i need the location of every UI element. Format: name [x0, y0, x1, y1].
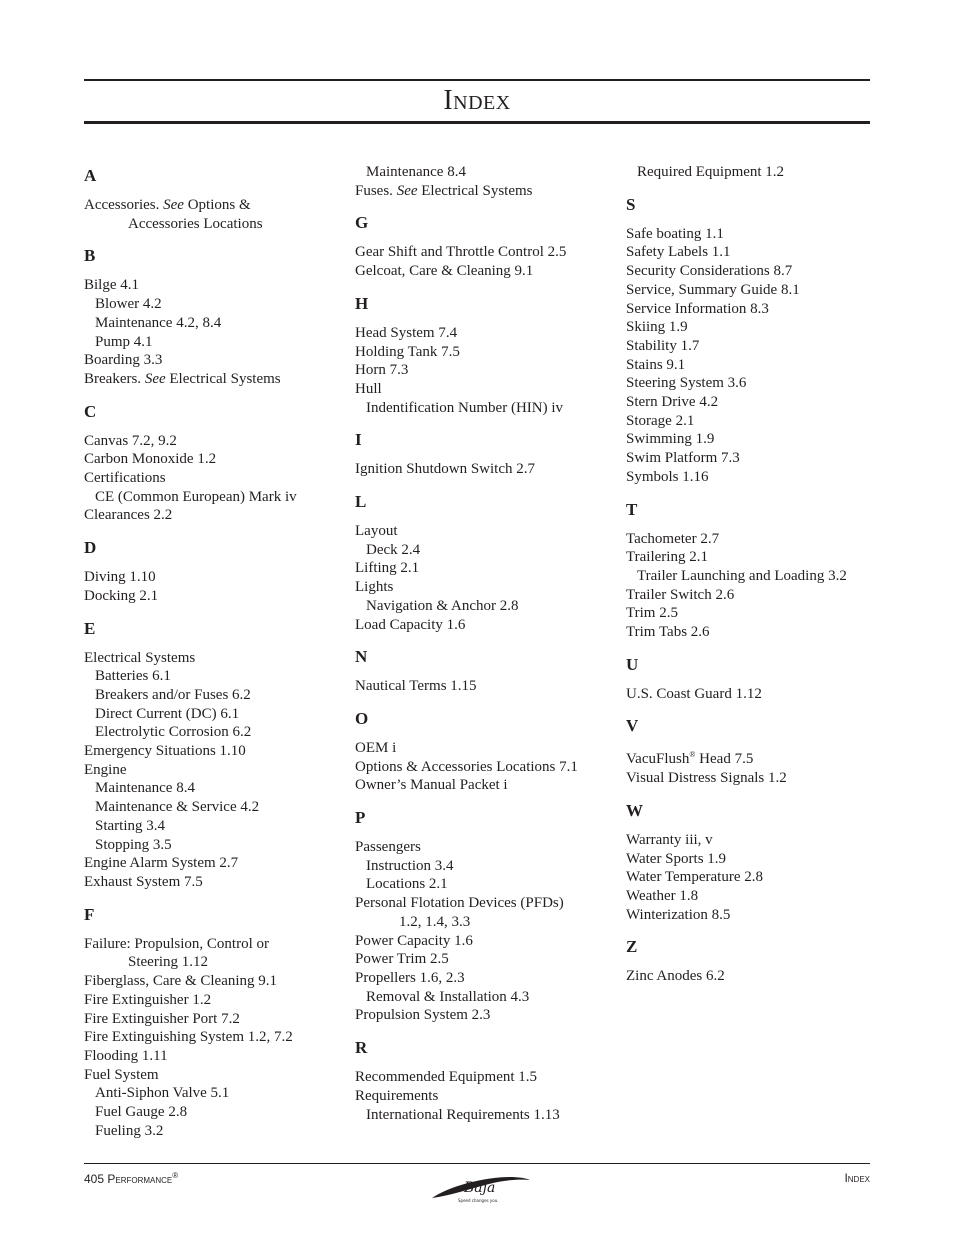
index-entry: Power Capacity 1.6 — [355, 932, 473, 949]
index-entry: Service, Summary Guide 8.1 — [626, 281, 800, 298]
entry-reference: Options & — [183, 197, 251, 213]
index-entry: Options & Accessories Locations 7.1 — [355, 758, 578, 775]
index-subentry: Fueling 3.2 — [95, 1122, 164, 1139]
index-entry: U.S. Coast Guard 1.12 — [626, 685, 762, 702]
index-entry-continuation — [84, 215, 344, 234]
see-reference: See — [144, 370, 166, 387]
index-entry: Nautical Terms 1.15 — [355, 678, 477, 695]
index-entry: Docking 2.1 — [84, 587, 159, 604]
index-entry: Propulsion System 2.3 — [355, 1007, 491, 1024]
index-entry: Winterization 8.5 — [626, 906, 731, 923]
index-entry: Stains 9.1 — [626, 356, 686, 373]
index-entry: Gear Shift and Throttle Control 2.5 — [355, 244, 567, 261]
section-letter-g: G — [355, 213, 369, 233]
index-entry: Water Temperature 2.8 — [626, 869, 763, 886]
index-entry: Horn 7.3 — [355, 362, 409, 379]
footer-registered-mark: ® — [172, 1171, 179, 1180]
index-entry: Head System 7.4 — [355, 324, 458, 341]
index-entry — [355, 182, 615, 201]
index-entry: Boarding 3.3 — [84, 352, 163, 369]
page-title: Index — [443, 85, 511, 116]
index-entry: Stern Drive 4.2 — [626, 394, 719, 411]
index-entry: Trim Tabs 2.6 — [626, 624, 710, 641]
index-entry: Trailering 2.1 — [626, 549, 708, 566]
section-letter-c: C — [84, 401, 97, 421]
index-entry: Swimming 1.9 — [626, 431, 715, 448]
index-subentry: Electrolytic Corrosion 6.2 — [95, 724, 252, 741]
index-entry: Failure: Propulsion, Control or — [84, 935, 269, 952]
index-entry: Fiberglass, Care & Cleaning 9.1 — [84, 973, 278, 990]
index-entry: Visual Distress Signals 1.2 — [626, 770, 787, 787]
index-entry: Passengers — [355, 839, 421, 856]
index-subentry: Locations 2.1 — [366, 876, 448, 893]
index-subentry: Removal & Installation 4.3 — [366, 988, 530, 1005]
entry-reference: Head 7.5 — [695, 751, 754, 768]
index-entry — [84, 196, 344, 215]
continuation-text: Accessories Locations — [128, 215, 263, 232]
index-entry — [626, 746, 886, 769]
top-rule-lower — [84, 121, 870, 124]
index-entry-continuation — [355, 913, 615, 932]
footer-section: Index — [844, 1171, 870, 1185]
section-letter-h: H — [355, 293, 369, 313]
index-entry: Hull — [355, 380, 382, 397]
footer-model — [84, 1171, 178, 1186]
index-column-3 — [626, 163, 886, 986]
index-subentry: Navigation & Anchor 2.8 — [366, 597, 519, 614]
index-entry: Certifications — [84, 470, 166, 487]
index-subentry: Deck 2.4 — [366, 541, 421, 558]
index-entry: Symbols 1.16 — [626, 468, 709, 485]
index-entry: Clearances 2.2 — [84, 507, 173, 524]
section-letter-o: O — [355, 708, 369, 728]
section-letter-s: S — [626, 194, 636, 214]
index-entry: OEM i — [355, 739, 397, 756]
footer-model-text: 405 Performance — [84, 1172, 173, 1186]
entry-term: Fuses. — [355, 182, 397, 199]
section-letter-p: P — [355, 808, 366, 828]
index-subentry: Maintenance 4.2, 8.4 — [95, 314, 222, 331]
index-entry: Layout — [355, 523, 398, 540]
index-entry: Stability 1.7 — [626, 337, 700, 354]
index-entry: Security Considerations 8.7 — [626, 263, 793, 280]
index-entry: Personal Flotation Devices (PFDs) — [355, 895, 564, 912]
svg-text:Baja: Baja — [464, 1180, 496, 1196]
index-entry: Safe boating 1.1 — [626, 225, 724, 242]
index-entry: Electrical Systems — [84, 649, 196, 666]
entry-reference: Electrical Systems — [417, 182, 533, 199]
index-subentry: Direct Current (DC) 6.1 — [95, 705, 240, 722]
index-entry: Bilge 4.1 — [84, 277, 139, 294]
index-entry-continuation — [84, 953, 344, 972]
section-letter-u: U — [626, 654, 639, 674]
index-entry: Power Trim 2.5 — [355, 951, 449, 968]
index-entry: Carbon Monoxide 1.2 — [84, 451, 217, 468]
section-letter-b: B — [84, 246, 96, 266]
index-entry: Tachometer 2.7 — [626, 530, 720, 547]
index-entry: Fire Extinguishing System 1.2, 7.2 — [84, 1029, 293, 1046]
index-entry: Fire Extinguisher Port 7.2 — [84, 1010, 240, 1027]
index-entry: Fire Extinguisher 1.2 — [84, 991, 212, 1008]
see-reference: See — [396, 182, 418, 199]
index-entry: Canvas 7.2, 9.2 — [84, 432, 177, 449]
index-entry: Diving 1.10 — [84, 569, 156, 586]
continuation-text: 1.2, 1.4, 3.3 — [399, 913, 471, 930]
index-entry: Trim 2.5 — [626, 605, 678, 622]
index-entry: Skiing 1.9 — [626, 319, 688, 336]
index-entry: Zinc Anodes 6.2 — [626, 968, 725, 985]
section-letter-d: D — [84, 538, 97, 558]
index-column-2 — [355, 163, 615, 1124]
index-subentry: Maintenance 8.4 — [95, 780, 195, 797]
entry-term: Breakers. — [84, 370, 145, 387]
section-letter-n: N — [355, 647, 368, 667]
index-entry: Emergency Situations 1.10 — [84, 743, 246, 760]
index-subentry: Trailer Launching and Loading 3.2 — [637, 567, 847, 584]
index-entry: Water Sports 1.9 — [626, 850, 727, 867]
index-entry: Requirements — [355, 1087, 439, 1104]
continuation-text: Steering 1.12 — [128, 954, 208, 971]
footer-rule — [84, 1163, 870, 1164]
index-entry: Flooding 1.11 — [84, 1047, 168, 1064]
index-entry: Steering System 3.6 — [626, 375, 747, 392]
section-letter-i: I — [355, 430, 362, 450]
see-reference: See — [163, 197, 184, 213]
index-entry: Gelcoat, Care & Cleaning 9.1 — [355, 263, 534, 280]
index-subentry: CE (Common European) Mark iv — [95, 488, 297, 505]
index-entry: Storage 2.1 — [626, 412, 695, 429]
index-entry: Load Capacity 1.6 — [355, 616, 466, 633]
entry-term: VacuFlush — [626, 751, 690, 768]
index-subentry: Batteries 6.1 — [95, 668, 171, 685]
svg-text:Speed changes you.: Speed changes you. — [458, 1198, 499, 1203]
index-entry — [84, 370, 344, 389]
index-entry: Lifting 2.1 — [355, 560, 420, 577]
index-subentry: Instruction 3.4 — [366, 857, 454, 874]
index-entry: Safety Labels 1.1 — [626, 244, 731, 261]
index-subentry: Pump 4.1 — [95, 333, 153, 350]
index-entry: Trailer Switch 2.6 — [626, 586, 735, 603]
index-entry: Engine — [84, 761, 127, 778]
index-entry: Engine Alarm System 2.7 — [84, 855, 239, 872]
index-subentry: International Requirements 1.13 — [366, 1106, 560, 1123]
index-subentry: Anti-Siphon Valve 5.1 — [95, 1085, 230, 1102]
index-entry: Lights — [355, 579, 394, 596]
registered-mark: ® — [689, 750, 696, 760]
section-letter-e: E — [84, 618, 96, 638]
index-entry: Exhaust System 7.5 — [84, 873, 203, 890]
index-entry: Holding Tank 7.5 — [355, 343, 460, 360]
section-letter-t: T — [626, 499, 638, 519]
entry-reference: Electrical Systems — [165, 370, 281, 387]
index-entry: Swim Platform 7.3 — [626, 450, 740, 467]
index-subentry: Indentification Number (HIN) iv — [366, 399, 564, 416]
index-entry: Ignition Shutdown Switch 2.7 — [355, 461, 536, 478]
index-entry: Fuel System — [84, 1066, 159, 1083]
baja-logo — [424, 1168, 534, 1208]
section-letter-a: A — [84, 166, 97, 185]
index-entry: Weather 1.8 — [626, 887, 699, 904]
index-entry: Warranty iii, v — [626, 831, 713, 848]
index-subentry: Breakers and/or Fuses 6.2 — [95, 686, 251, 703]
index-subentry: Maintenance & Service 4.2 — [95, 799, 260, 816]
index-column-1 — [84, 163, 344, 1140]
index-entry: Propellers 1.6, 2.3 — [355, 969, 465, 986]
section-letter-f: F — [84, 904, 95, 924]
index-entry: Recommended Equipment 1.5 — [355, 1069, 538, 1086]
section-letter-z: Z — [626, 937, 638, 957]
section-letter-r: R — [355, 1038, 368, 1058]
index-subentry: Required Equipment 1.2 — [637, 164, 785, 180]
entry-term: Accessories. — [84, 197, 164, 213]
section-letter-v: V — [626, 716, 639, 736]
index-entry: Service Information 8.3 — [626, 300, 769, 317]
section-letter-l: L — [355, 492, 367, 512]
index-subentry: Maintenance 8.4 — [366, 164, 466, 180]
index-subentry: Starting 3.4 — [95, 817, 165, 834]
index-subentry: Stopping 3.5 — [95, 836, 172, 853]
index-subentry: Blower 4.2 — [95, 296, 162, 313]
section-letter-w: W — [626, 800, 643, 820]
index-subentry: Fuel Gauge 2.8 — [95, 1104, 188, 1121]
index-entry: Owner’s Manual Packet i — [355, 777, 508, 794]
